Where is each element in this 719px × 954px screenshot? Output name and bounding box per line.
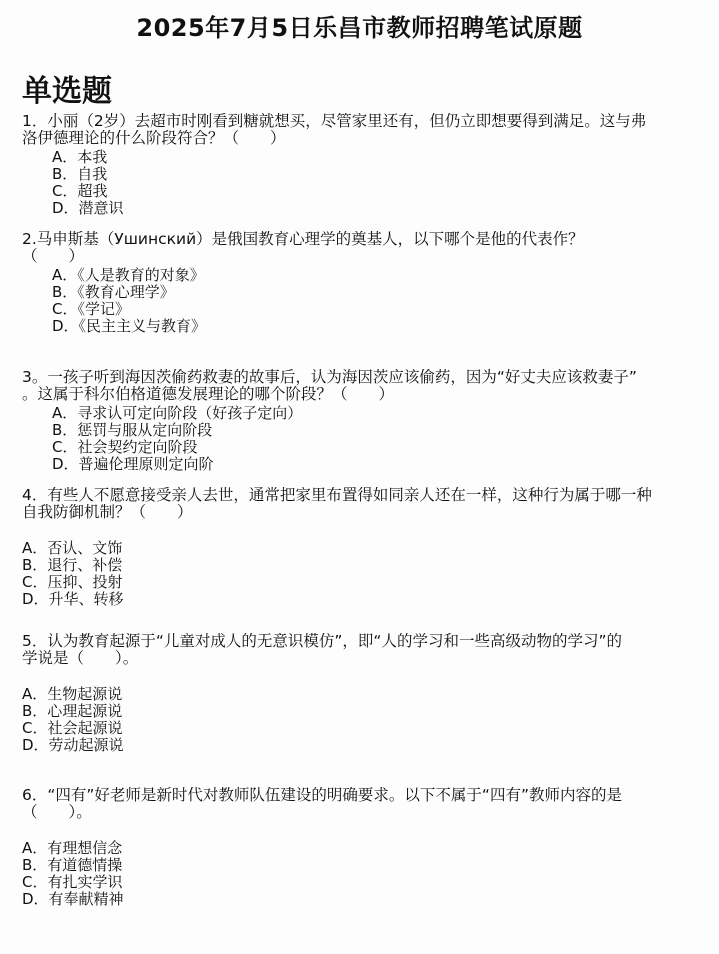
option-d: D．潜意识 (52, 199, 124, 217)
option-a: A．生物起源说 (22, 685, 123, 703)
question-stem-line: 5．认为教育起源于“儿童对成人的无意识模仿”，即“人的学习和一些高级动物的学习”的 (22, 633, 622, 650)
option-b: B．《教育心理学》 (52, 283, 175, 301)
option-list (22, 267, 719, 335)
option-list (22, 686, 719, 754)
question-stem-line: 。这属于科尔伯格道德发展理论的哪个阶段？（ ） (22, 386, 395, 403)
option-d: D．升华、转移 (22, 590, 124, 608)
option-list (22, 405, 719, 473)
question-stem-line: 学说是（ ）。 (22, 650, 139, 667)
option-d: D．劳动起源说 (22, 736, 124, 754)
question-stem-line: 4．有些人不愿意接受亲人去世，通常把家里布置得如同亲人还在一样，这种行为属于哪一种 (22, 487, 652, 504)
section-heading: 单选题 (22, 74, 112, 109)
option-a: A．本我 (52, 148, 108, 166)
option-d: D．普遍伦理原则定向阶 (52, 455, 214, 473)
option-c: C．压抑、投射 (22, 573, 123, 591)
option-b: B．惩罚与服从定向阶段 (52, 421, 213, 439)
question-stem-line: 6．“四有”好老师是新时代对教师队伍建设的明确要求。以下不属于“四有”教师内容的是 (22, 787, 622, 804)
option-list (22, 149, 719, 217)
option-c: C．《学记》 (52, 300, 130, 318)
question-stem-line: 2.马申斯基（Ушинский）是俄国教育心理学的奠基人，以下哪个是他的代表作？ (22, 231, 584, 248)
question-stem-line: 3。一孩子听到海因茨偷药救妻的故事后，认为海因茨应该偷药，因为“好丈夫应该救妻子” (22, 369, 637, 386)
option-b: B．自我 (52, 165, 108, 183)
option-d: D．《民主主义与教育》 (52, 317, 207, 335)
question-3 (22, 369, 719, 473)
option-a: A．寻求认可定向阶段（好孩子定向） (52, 404, 303, 422)
question-4 (22, 487, 719, 608)
question-stem-line: 1．小丽（2岁）去超市时刚看到糖就想买，尽管家里还有，但仍立即想要得到满足。这与弗 (22, 113, 647, 130)
option-list (22, 840, 719, 908)
option-c: C．社会起源说 (22, 719, 123, 737)
option-b: B．退行、补偿 (22, 556, 123, 574)
question-1 (22, 113, 719, 217)
option-list (22, 540, 719, 608)
question-stem-line: 洛伊德理论的什么阶段符合？（ ） (22, 130, 286, 147)
question-stem-line: 自我防御机制？（ ） (22, 504, 193, 521)
option-a: A．否认、文饰 (22, 539, 123, 557)
option-a: A．《人是教育的对象》 (52, 266, 205, 284)
option-b: B．有道德情操 (22, 856, 123, 874)
question-stem-line: （ ） (22, 248, 85, 265)
question-stem-line: （ ）。 (22, 804, 92, 821)
option-c: C．有扎实学识 (22, 873, 123, 891)
option-c: C．社会契约定向阶段 (52, 438, 198, 456)
option-b: B．心理起源说 (22, 702, 123, 720)
question-6 (22, 787, 719, 908)
question-2 (22, 231, 719, 335)
page-title: 2025年7月5日乐昌市教师招聘笔试原题 (136, 14, 583, 42)
option-d: D．有奉献精神 (22, 890, 124, 908)
option-c: C．超我 (52, 182, 108, 200)
option-a: A．有理想信念 (22, 839, 123, 857)
question-5 (22, 633, 719, 754)
